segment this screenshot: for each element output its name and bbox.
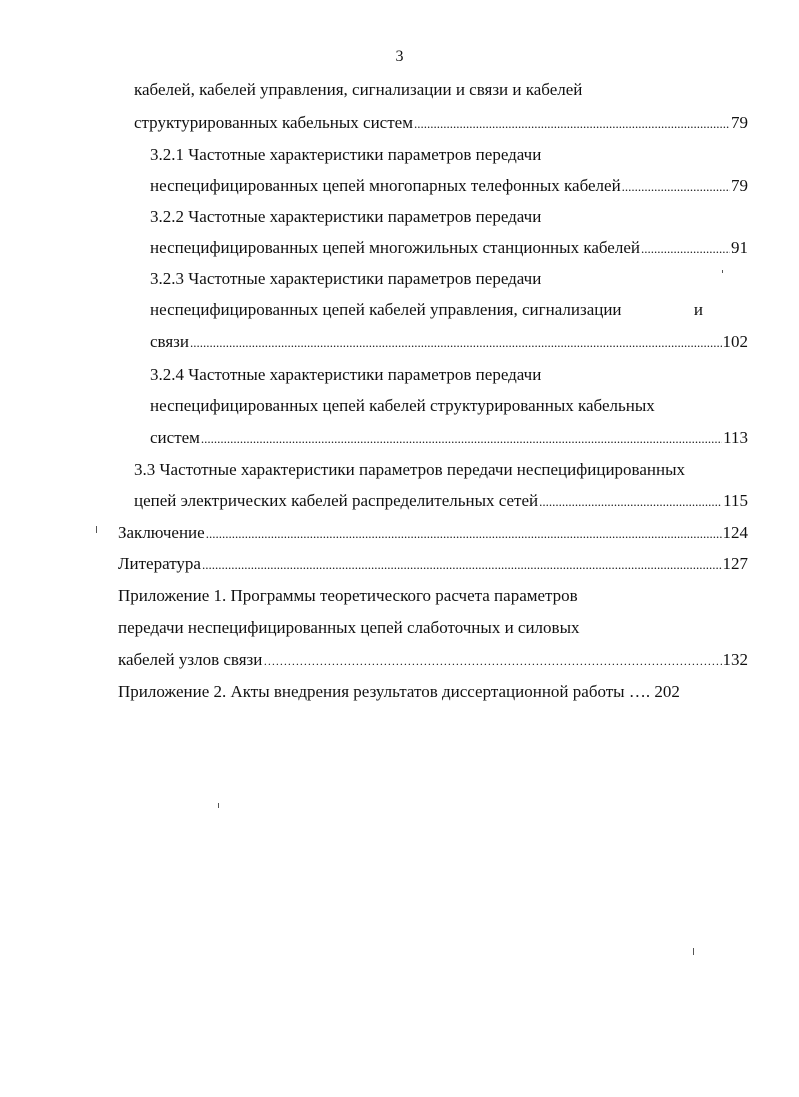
toc-entry-3-3-title: 3.3 Частотные характеристики параметров передачи неспецифицированных	[134, 460, 686, 479]
toc-entry-3-3	[134, 490, 748, 512]
dot-leader	[414, 113, 730, 135]
toc-entry-3-2-4-line2: неспецифицированных цепей кабелей структурированных кабельных	[150, 396, 655, 415]
page-number: 3	[395, 48, 404, 65]
dot-leader	[201, 428, 722, 450]
toc-entry-text: кабелей узлов связи	[118, 650, 263, 669]
toc-entry-3-2-2-title: 3.2.2 Частотные характеристики параметров передачи	[150, 207, 542, 226]
scan-speck	[218, 803, 219, 808]
toc-page-number: 102	[722, 332, 748, 351]
toc-entry-text: Заключение	[118, 523, 205, 542]
dot-leader	[190, 332, 722, 354]
toc-entry-appendix-2: Приложение 2. Акты внедрения результатов диссертационной работы …. 202	[118, 682, 680, 701]
toc-entry-text: цепей электрических кабелей распределительных сетей	[134, 491, 539, 510]
dot-leader	[263, 650, 721, 672]
dot-leader	[622, 176, 730, 198]
toc-entry-3-2-4-title: 3.2.4 Частотные характеристики параметров передачи	[150, 365, 542, 384]
toc-line-1: кабелей, кабелей управления, сигнализации и связи и кабелей	[134, 80, 583, 99]
toc-entry-3-2-end	[134, 112, 748, 134]
toc-entry-text: неспецифицированных цепей многопарных телефонных кабелей	[150, 176, 621, 195]
toc-entry-text: структурированных кабельных систем	[134, 113, 413, 132]
dot-leader	[202, 554, 722, 576]
toc-page-number: 79	[731, 176, 748, 195]
toc-entry-3-2-3-title: 3.2.3 Частотные характеристики параметров передачи	[150, 269, 542, 288]
toc-entry-conclusion	[118, 522, 748, 544]
toc-page-number: 115	[723, 491, 748, 510]
toc-entry-appendix-1	[118, 649, 748, 671]
toc-page-number: 113	[723, 428, 748, 447]
toc-entry-text: неспецифицированных цепей кабелей управления, сигнализации	[150, 300, 622, 319]
dot-leader	[641, 238, 730, 260]
toc-page-number: 132	[722, 650, 748, 669]
toc-entry-3-2-4	[150, 427, 748, 449]
toc-page-number: 79	[731, 113, 748, 132]
toc-page-number: 124	[722, 523, 748, 542]
scan-speck	[96, 526, 97, 533]
toc-entry-appendix-1-line2: передачи неспецифицированных цепей слаботочных и силовых	[118, 618, 580, 637]
toc-entry-3-2-3	[150, 331, 748, 353]
toc-entry-text: систем	[150, 428, 200, 447]
toc-entry-literature	[118, 553, 748, 575]
toc-entry-text: связи	[150, 332, 189, 351]
toc-entry-appendix-1-title: Приложение 1. Программы теоретического расчета параметров	[118, 586, 578, 605]
toc-entry-3-2-1	[150, 175, 748, 197]
toc-entry-3-2-1-title: 3.2.1 Частотные характеристики параметров передачи	[150, 145, 542, 164]
toc-page-number: 91	[731, 238, 748, 257]
toc-entry-3-2-3-line2	[150, 299, 703, 321]
toc-entry-3-2-2	[150, 237, 748, 259]
toc-entry-text: Литература	[118, 554, 201, 573]
dot-leader	[539, 491, 722, 513]
toc-entry-text: неспецифицированных цепей многожильных станционных кабелей	[150, 238, 640, 257]
scan-speck	[693, 948, 694, 955]
scan-speck	[722, 270, 723, 273]
dot-leader	[206, 523, 722, 545]
toc-page-number: 127	[722, 554, 748, 573]
toc-entry-text-tail: и	[693, 300, 703, 319]
